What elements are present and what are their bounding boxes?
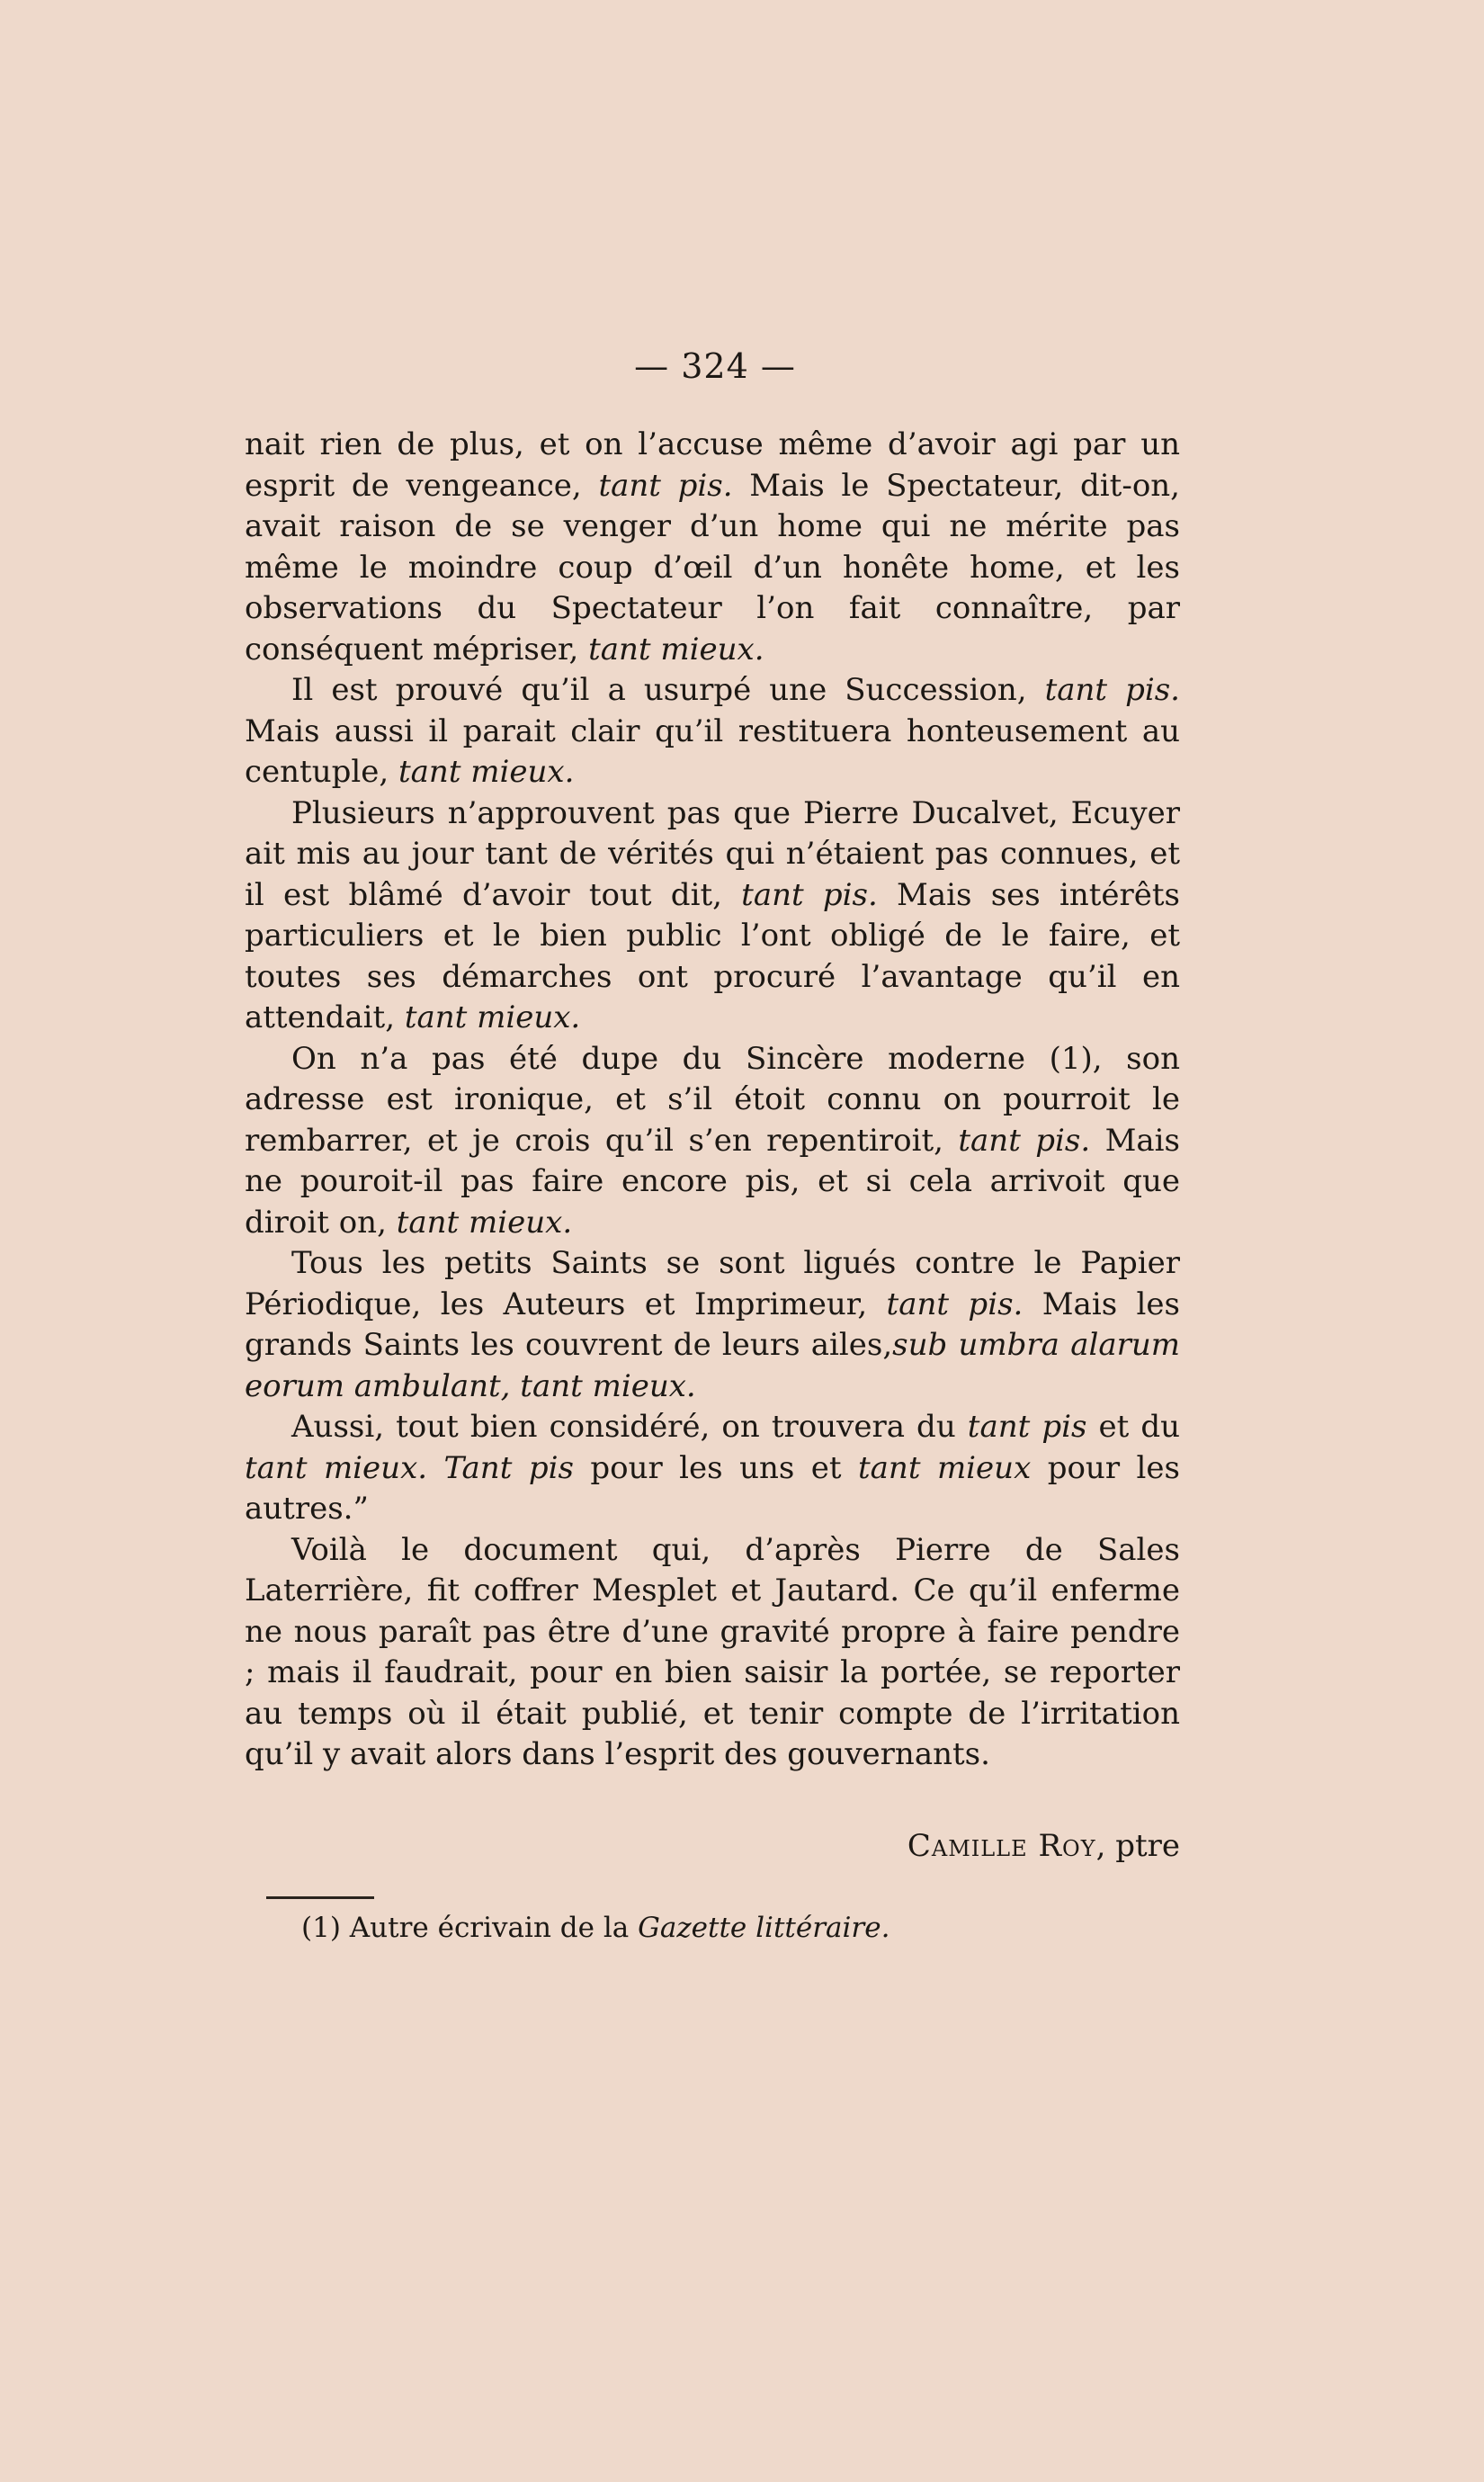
- text-run: On n’a pas été dupe du Sincère moderne (1), son adresse est ironique, et s’il étoit connu on pourroit le rembarrer, et je crois qu’il s’en repentiroit,: [245, 1040, 1180, 1159]
- italic-text: tant mieux.: [396, 1204, 573, 1241]
- italic-text: tant mieux. Tant pis: [245, 1449, 574, 1486]
- paragraph: [245, 793, 1180, 1039]
- paragraph: [245, 425, 1180, 670]
- text-run: Tous les petits Saints se sont ligués contre le Papier Périodique, les Auteurs et Imprimeur,: [245, 1245, 1180, 1322]
- text-run: pour les uns et: [573, 1449, 858, 1486]
- italic-text: tant pis.: [1044, 672, 1180, 708]
- text-run: Plusieurs n’approuvent pas que Pierre Ducalvet, Ecuyer ait mis au jour tant de vérités qui n’étaient pas connues, et il est blâmé d’avoir tout dit,: [245, 794, 1180, 913]
- paragraph: [245, 1530, 1180, 1776]
- text-run: pour les autres.”: [245, 1449, 1180, 1527]
- footnote-text: Autre écrivain de la: [340, 1912, 639, 1944]
- paragraph: [245, 1407, 1180, 1530]
- text-run: Il est prouvé qu’il a usurpé une Succession,: [291, 672, 1045, 708]
- footnote-marker: (1): [301, 1912, 341, 1944]
- italic-text: tant pis.: [741, 876, 878, 913]
- italic-text: tant pis.: [958, 1122, 1091, 1159]
- text-run: Voilà le document qui, d’après Pierre de Sales Laterrière, fit coffrer Mesplet et Jautard. Ce qu’il enferme ne nous paraît pas être d’une gravité propre à faire pendre ; mais il faudrait, pour en bien saisir la portée, se reporter au temps où il était publié, et tenir compte de l’irritation qu’il y avait alors dans l’esprit des gouvernants.: [245, 1531, 1180, 1772]
- page-number: — 324 —: [634, 346, 796, 386]
- footnote: [301, 1909, 1183, 1947]
- italic-text: tant mieux.: [398, 754, 575, 790]
- text-run: nait rien de plus, et on l’accuse même d’avoir agi par un esprit de vengeance,: [245, 426, 1180, 504]
- text-run: et du: [1086, 1409, 1181, 1445]
- paragraph: [245, 1243, 1180, 1407]
- italic-text: tant pis: [967, 1409, 1087, 1445]
- signature-suffix: , ptre: [1095, 1828, 1180, 1864]
- footnote-italic: Gazette littéraire.: [638, 1912, 890, 1944]
- body-text: [245, 425, 1180, 1776]
- italic-text: tant mieux: [858, 1449, 1032, 1486]
- italic-text: tant pis.: [886, 1286, 1024, 1322]
- signature: [245, 1826, 1180, 1867]
- paragraph: [245, 670, 1180, 793]
- text-run: Mais ne pouroit-il pas faire encore pis, et si cela arrivoit que diroit on,: [245, 1122, 1181, 1241]
- footnote-rule: [266, 1896, 374, 1899]
- italic-text: sub umbra alarum eorum ambulant, tant mieux.: [245, 1327, 1180, 1404]
- text-run: Mais aussi il parait clair qu’il restituera honteusement au centuple,: [245, 712, 1180, 790]
- text-run: Mais le Spectateur, dit-on, avait raison de se venger d’un home qui ne mérite pas même le moindre coup d’œil d’un honête home, et les observations du Spectateur l’on fait connaître, par conséquent mépriser,: [245, 467, 1180, 668]
- text-run: Aussi, tout bien considéré, on trouvera du: [291, 1409, 968, 1445]
- italic-text: tant mieux.: [404, 999, 581, 1035]
- signature-name: Camille Roy: [907, 1828, 1096, 1864]
- italic-text: tant pis.: [598, 467, 733, 504]
- text-run: Mais les grands Saints les couvrent de leurs ailes,: [245, 1286, 1180, 1363]
- text-run: Mais ses intérêts particuliers et le bien public l’ont obligé de le faire, et toutes ses démarches ont procuré l’avantage qu’il en attendait,: [245, 876, 1181, 1035]
- italic-text: tant mieux.: [588, 631, 764, 668]
- paragraph: [245, 1039, 1180, 1244]
